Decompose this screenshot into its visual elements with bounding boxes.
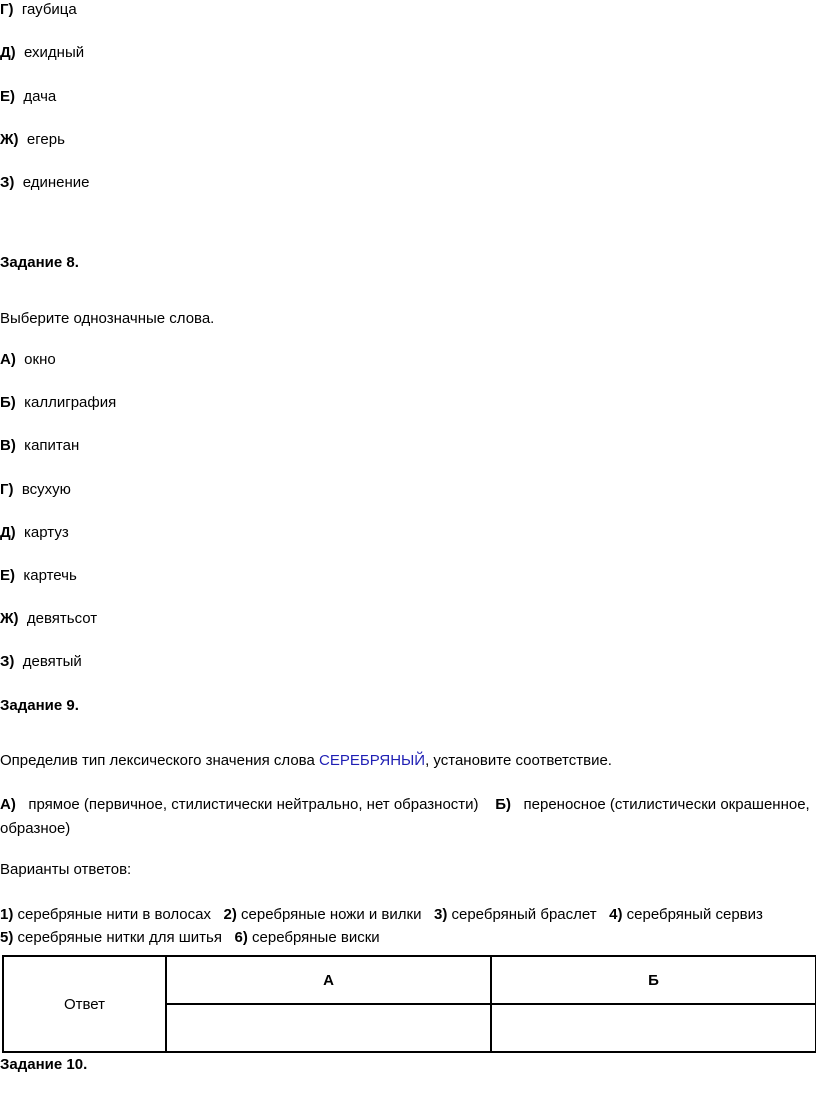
task9-answers-label: Варианты ответов: <box>0 861 132 878</box>
answer-table <box>2 955 816 1053</box>
answer-col-b: Б <box>491 956 816 1004</box>
answer-cell-a[interactable] <box>166 1004 491 1052</box>
task9-answers-line2: 5) серебряные нитки для шитья 6) серебряные виски <box>0 929 380 946</box>
task8-prompt: Выберите однозначные слова. <box>0 310 215 327</box>
task7-option-e: Е) дача <box>0 88 57 105</box>
task8-option-d: Д) картуз <box>0 524 69 541</box>
task10-title: Задание 10. <box>0 1056 88 1073</box>
answer-col-a: А <box>166 956 491 1004</box>
task8-title: Задание 8. <box>0 254 79 271</box>
task8-option-b: Б) каллиграфия <box>0 394 117 411</box>
task7-option-z: З) единение <box>0 174 90 191</box>
task9-prompt: Определив тип лексического значения слова СЕРЕБРЯНЫЙ, установите соответствие. <box>0 752 612 769</box>
task8-option-z: З) девятый <box>0 653 82 670</box>
task9-keyword: СЕРЕБРЯНЫЙ <box>319 752 426 769</box>
task7-option-zh: Ж) егерь <box>0 131 65 148</box>
task7-option-d: Д) ехидный <box>0 44 85 61</box>
task9-title: Задание 9. <box>0 697 79 714</box>
task8-option-e: Е) картечь <box>0 567 77 584</box>
task8-option-zh: Ж) девятьсот <box>0 610 98 627</box>
task8-option-v: В) капитан <box>0 437 80 454</box>
task8-option-a: А) окно <box>0 351 56 368</box>
task9-answers-line1: 1) серебряные нити в волосах 2) серебряные ножи и вилки 3) серебряный браслет 4) серебряный сервиз <box>0 906 763 923</box>
answer-row-label: Ответ <box>3 956 166 1052</box>
task7-option-g: Г) гаубица <box>0 1 77 18</box>
task8-option-g: Г) всухую <box>0 481 71 498</box>
answer-cell-b[interactable] <box>491 1004 816 1052</box>
task9-types: А) прямое (первичное, стилистически нейтрально, нет образности) Б) переносное (стилистически окрашенное, образное) <box>0 796 810 837</box>
